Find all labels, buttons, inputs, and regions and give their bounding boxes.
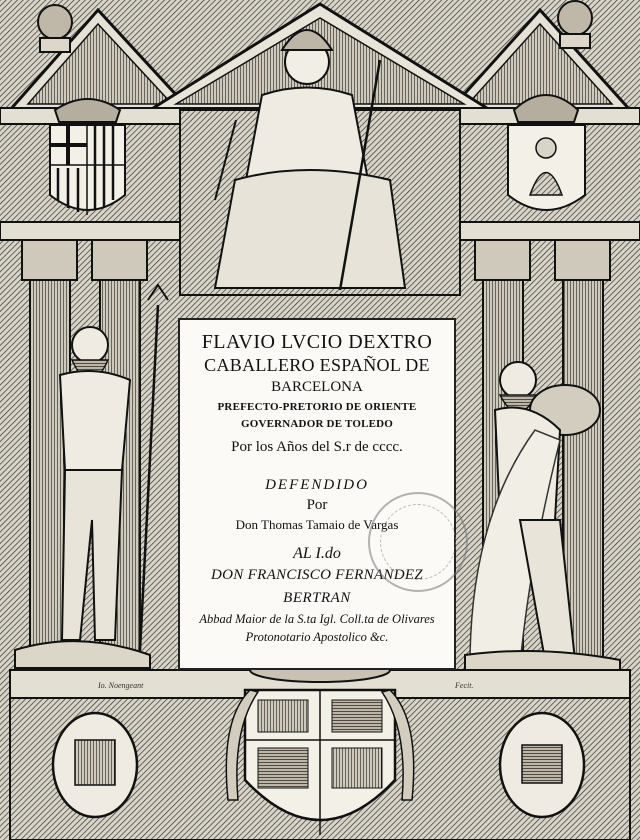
title-line-4: PREFECTO-PRETORIO DE ORIENTE (217, 401, 417, 413)
title-line-11: DON FRANCISCO FERNANDEZ (211, 567, 423, 583)
title-line-9: Don Thomas Tamaio de Vargas (235, 517, 399, 532)
title-line-10: AL I.do (293, 545, 341, 562)
engraver-credit-right: Fecit. (455, 681, 474, 690)
title-line-8: Por (306, 497, 328, 513)
title-line-13: Abbad Maior de la S.ta Igl. Coll.ta de Olivares (199, 612, 435, 626)
title-line-2: CABALLERO ESPAÑOL DE (204, 355, 430, 375)
barcelona-coat-of-arms (50, 99, 125, 215)
library-stamp (368, 492, 468, 592)
title-line-14: Protonotario Apostolico &c. (245, 630, 389, 644)
engraver-credit-left: Io. Noengeant (98, 681, 144, 690)
lower-right-shield (500, 713, 584, 817)
title-line-5: GOVERNADOR DE TOLEDO (240, 418, 394, 430)
title-line-6: Por los Años del S.r de cccc. (231, 439, 403, 455)
title-line-1: FLAVIO LVCIO DEXTRO (201, 331, 433, 353)
right-globe (558, 1, 592, 35)
lower-left-shield (53, 713, 137, 817)
toledo-coat-of-arms (508, 95, 585, 210)
title-line-7: DEFENDIDO (265, 477, 369, 493)
left-globe (38, 5, 72, 39)
title-line-3: BARCELONA (271, 379, 363, 395)
title-line-12: BERTRAN (283, 590, 351, 606)
